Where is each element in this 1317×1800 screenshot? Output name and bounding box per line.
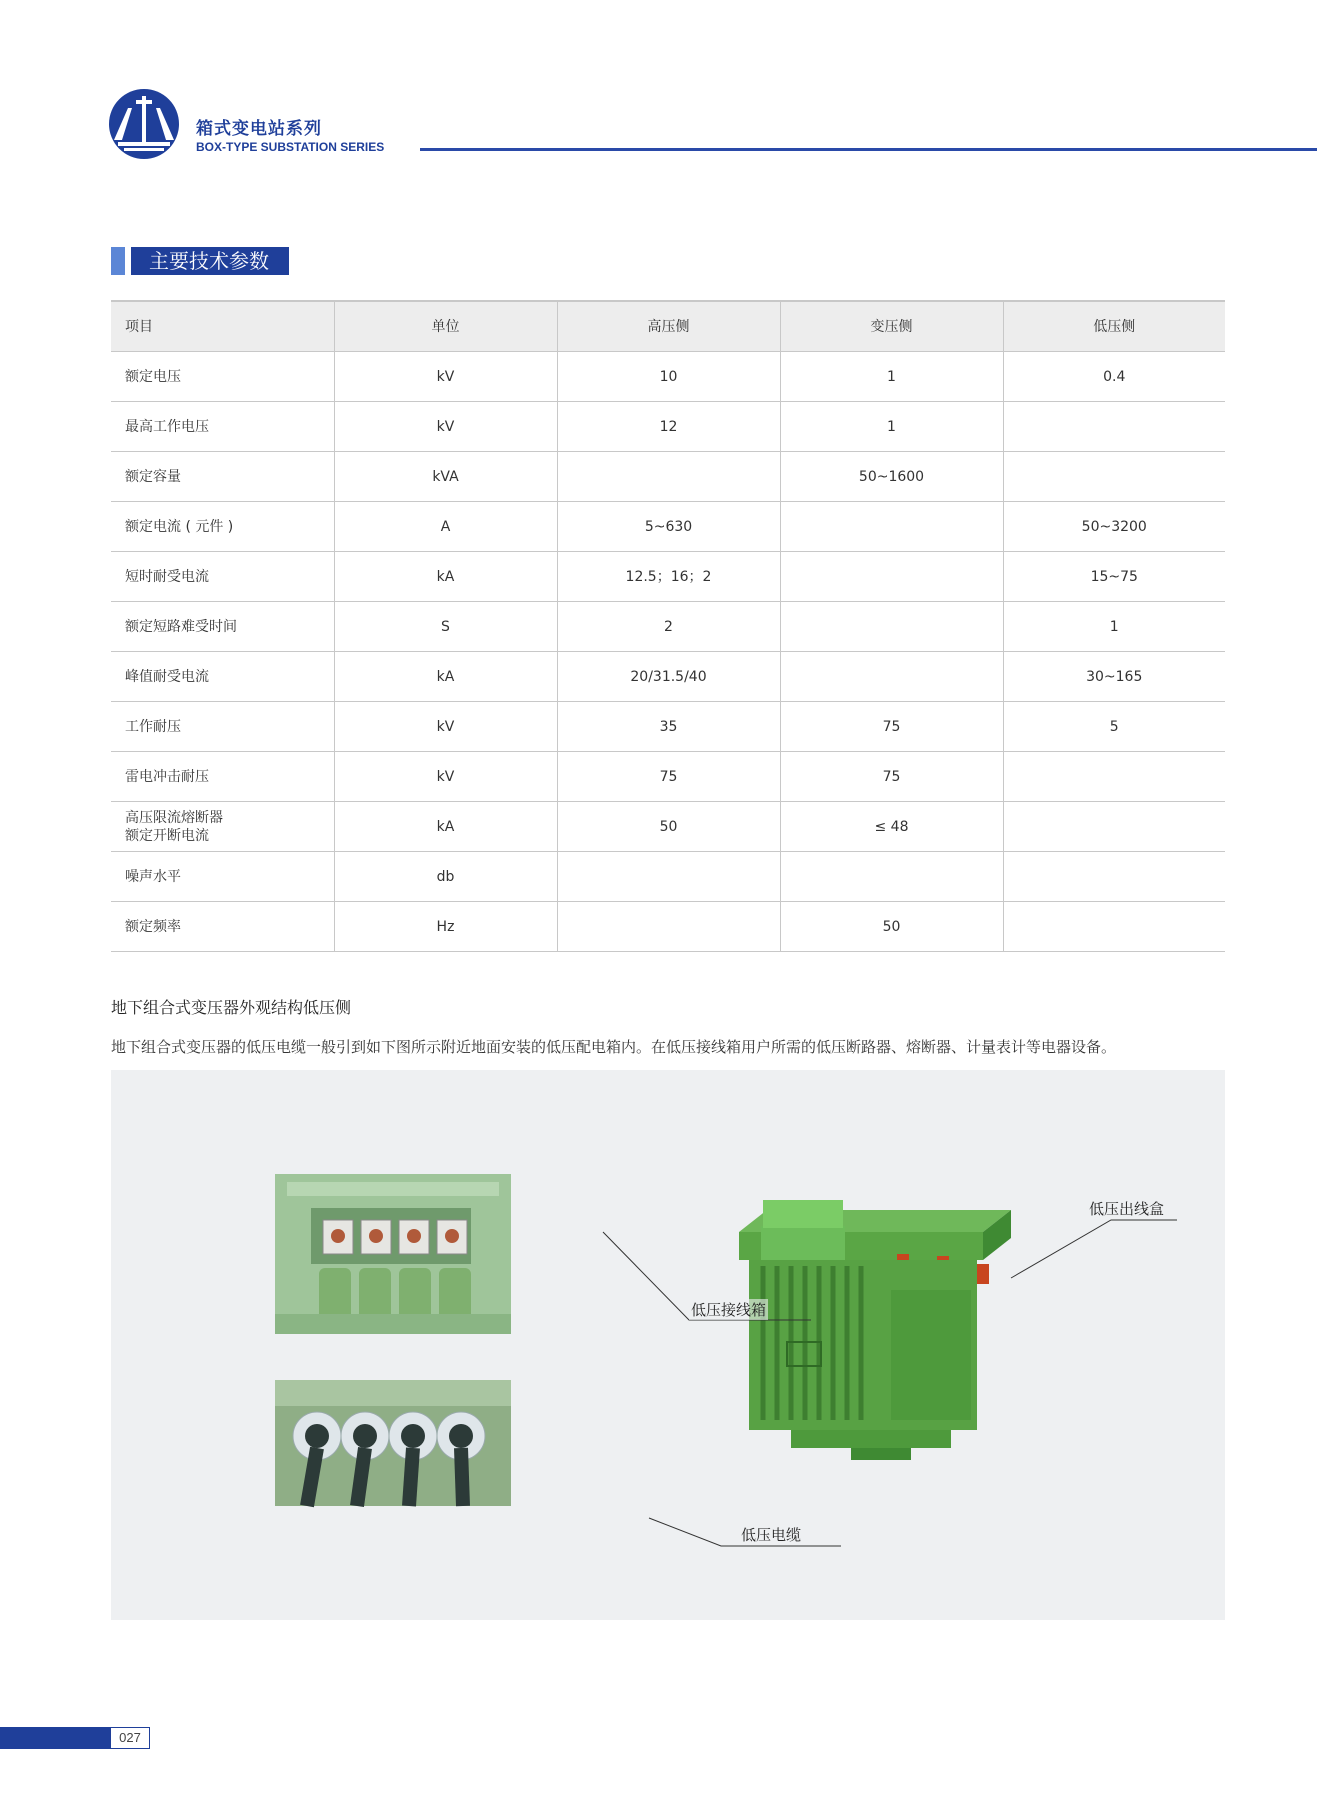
cell-high: 35 [557, 702, 780, 752]
cell-low [1003, 802, 1225, 852]
cell-unit: kV [334, 752, 557, 802]
cell-low [1003, 902, 1225, 952]
cell-unit: A [334, 502, 557, 552]
page-number-bar [0, 1727, 110, 1749]
page-number: 027 [110, 1727, 150, 1749]
cell-mid: ≤ 48 [780, 802, 1003, 852]
cell-mid: 75 [780, 702, 1003, 752]
cell-item-line: 高压限流熔断器 [125, 809, 223, 826]
cell-mid [780, 502, 1003, 552]
cell-mid: 75 [780, 752, 1003, 802]
header-transformer: 变压侧 [780, 301, 1003, 352]
table-row [111, 852, 1225, 902]
sub-heading: 地下组合式变压器外观结构低压侧 [111, 998, 352, 1017]
table-row [111, 602, 1225, 652]
cell-high: 75 [557, 752, 780, 802]
cell-low: 50~3200 [1003, 502, 1225, 552]
cell-item [111, 802, 334, 852]
header-item: 项目 [111, 301, 334, 352]
cable-glands-photo [275, 1380, 511, 1506]
cell-item: 工作耐压 [111, 702, 334, 752]
cell-low [1003, 752, 1225, 802]
description-text: 地下组合式变压器的低压电缆一般引到如下图所示附近地面安装的低压配电箱内。在低压接线箱用户所需的低压断路器、熔断器、计量表计等电器设备。 [111, 1038, 1117, 1056]
table-row [111, 902, 1225, 952]
cell-unit: Hz [334, 902, 557, 952]
cell-high [557, 452, 780, 502]
header-unit: 单位 [334, 301, 557, 352]
cell-item: 额定电压 [111, 352, 334, 402]
brand-title-cn: 箱式变电站系列 [196, 119, 322, 139]
cell-high [557, 902, 780, 952]
table-row [111, 802, 1225, 852]
cell-low [1003, 852, 1225, 902]
cell-mid [780, 602, 1003, 652]
section-title-marker [111, 247, 125, 275]
cell-item: 短时耐受电流 [111, 552, 334, 602]
cell-high: 12 [557, 402, 780, 452]
product-illustration [111, 1070, 1225, 1620]
cell-unit: kV [334, 702, 557, 752]
cell-mid [780, 552, 1003, 602]
cell-unit: kA [334, 652, 557, 702]
cell-item: 噪声水平 [111, 852, 334, 902]
table-row [111, 652, 1225, 702]
cell-item: 额定容量 [111, 452, 334, 502]
cell-mid [780, 652, 1003, 702]
cell-unit: kV [334, 352, 557, 402]
cell-mid: 50 [780, 902, 1003, 952]
cell-unit: S [334, 602, 557, 652]
cell-item: 峰值耐受电流 [111, 652, 334, 702]
label-outlet-box: 低压出线盒 [1089, 1200, 1165, 1218]
header-high-voltage: 高压侧 [557, 301, 780, 352]
cell-unit: kA [334, 802, 557, 852]
table-row [111, 452, 1225, 502]
table-row [111, 502, 1225, 552]
cell-unit: kA [334, 552, 557, 602]
cell-high: 20/31.5/40 [557, 652, 780, 702]
cell-high: 10 [557, 352, 780, 402]
cell-low: 1 [1003, 602, 1225, 652]
cell-mid [780, 852, 1003, 902]
photo-panel [111, 1070, 1225, 1620]
label-terminal-box: 低压接线箱 [691, 1301, 767, 1319]
label-cable: 低压电缆 [741, 1526, 802, 1544]
cell-low [1003, 402, 1225, 452]
header-low-voltage: 低压侧 [1003, 301, 1225, 352]
table-row [111, 752, 1225, 802]
header-divider [420, 148, 1317, 151]
table-header-row [111, 301, 1225, 352]
cell-mid: 1 [780, 402, 1003, 452]
cell-item: 最高工作电压 [111, 402, 334, 452]
cell-low: 5 [1003, 702, 1225, 752]
cell-high [557, 852, 780, 902]
table-row [111, 552, 1225, 602]
cell-high: 2 [557, 602, 780, 652]
table-row [111, 352, 1225, 402]
cell-low: 15~75 [1003, 552, 1225, 602]
cell-item: 雷电冲击耐压 [111, 752, 334, 802]
cell-low: 30~165 [1003, 652, 1225, 702]
cell-item: 额定短路难受时间 [111, 602, 334, 652]
transformer-image [739, 1200, 1011, 1460]
cell-mid: 1 [780, 352, 1003, 402]
brand-title-en: BOX-TYPE SUBSTATION SERIES [196, 140, 385, 154]
cell-unit: kVA [334, 452, 557, 502]
table-row [111, 702, 1225, 752]
table-row [111, 402, 1225, 452]
terminal-box-photo [275, 1174, 511, 1334]
cell-unit: kV [334, 402, 557, 452]
parameter-table [111, 300, 1225, 952]
cell-mid: 50~1600 [780, 452, 1003, 502]
cell-high: 12.5；16；2 [557, 552, 780, 602]
page-header [108, 88, 1317, 168]
cell-item-line: 额定开断电流 [125, 827, 209, 844]
cell-item: 额定频率 [111, 902, 334, 952]
cell-low [1003, 452, 1225, 502]
cell-high: 5~630 [557, 502, 780, 552]
company-logo [108, 88, 180, 160]
cell-low: 0.4 [1003, 352, 1225, 402]
cell-high: 50 [557, 802, 780, 852]
cell-item: 额定电流 ( 元件 ) [111, 502, 334, 552]
section-title-text: 主要技术参数 [131, 247, 289, 275]
cell-unit: db [334, 852, 557, 902]
